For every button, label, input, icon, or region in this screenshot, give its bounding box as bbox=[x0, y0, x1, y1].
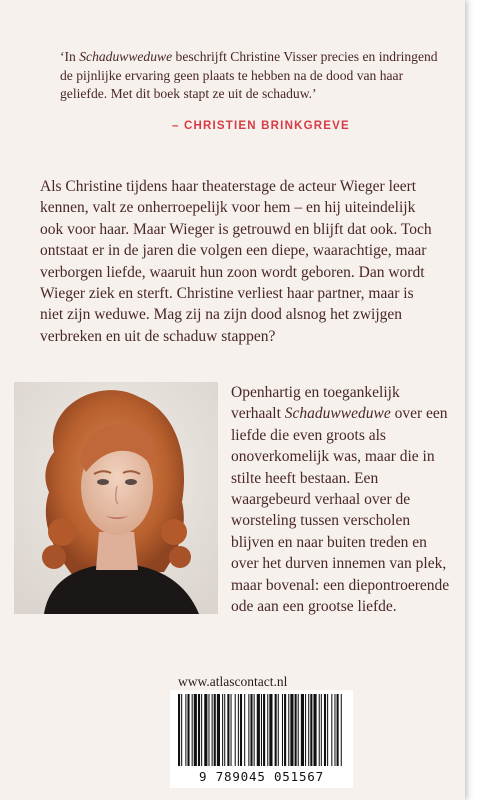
barcode-bar bbox=[341, 694, 342, 766]
barcode-bar bbox=[235, 694, 236, 766]
barcode-bar bbox=[298, 694, 299, 766]
barcode-bar bbox=[275, 694, 277, 766]
barcode bbox=[170, 690, 353, 788]
quote-author: – CHRISTIEN BRINKGREVE bbox=[172, 120, 350, 132]
barcode-bar bbox=[248, 694, 249, 766]
quote-rest: beschrijft Christine Visser precies en indringend de pijnlijke ervaring geen plaats te hebben na de dood van haar geliefde. Met dit boek stapt ze uit de schaduw.’ bbox=[60, 49, 438, 101]
barcode-bar bbox=[305, 694, 306, 766]
endorsement-quote bbox=[60, 48, 440, 104]
quote-open: ‘In bbox=[60, 49, 80, 64]
barcode-bar bbox=[282, 694, 283, 766]
barcode-bar bbox=[313, 694, 316, 766]
barcode-bar bbox=[308, 694, 309, 766]
barcode-bar bbox=[269, 694, 272, 766]
barcode-bar bbox=[319, 694, 320, 766]
barcode-bar bbox=[250, 694, 252, 766]
author-photo bbox=[14, 382, 218, 614]
barcode-bar bbox=[231, 694, 232, 766]
barcode-bar bbox=[222, 694, 223, 766]
barcode-bar bbox=[284, 694, 286, 766]
barcode-bar bbox=[288, 694, 289, 766]
barcode-bar bbox=[178, 694, 180, 766]
barcode-bar bbox=[310, 694, 312, 766]
barcode-bar bbox=[278, 694, 279, 766]
barcode-bar bbox=[204, 694, 207, 766]
blurb-text: Als Christine tijdens haar theaterstage de acteur Wieger leert kennen, valt ze onherroepelijk voor hem – en hij uiteindelijk ook voor haar. Maar Wieger is getrouwd en blijft dat ook. Toch ontstaat er in de jaren die volgen een diepe, waarachtige, maar verborgen liefde, waaruit hun zoon wordt geboren. Dan wordt Wieger ziek en sterft. Christine verliest haar partner, maar is niet zijn weduwe. Mag zij na zijn dood alsnog het zwijgen verbreken en uit de schaduw stappen? bbox=[40, 178, 432, 345]
publisher-website: www.atlascontact.nl bbox=[178, 674, 288, 689]
barcode-bar bbox=[181, 694, 182, 766]
barcode-bar bbox=[208, 694, 209, 766]
barcode-bar bbox=[257, 694, 260, 766]
barcode-bar bbox=[334, 694, 335, 766]
barcode-bar bbox=[217, 694, 220, 766]
quote-title: Schaduwweduwe bbox=[79, 49, 173, 64]
about-lead: Openhartig en toegankelijk verhaalt bbox=[231, 384, 400, 423]
isbn-number: 9 789045 051567 bbox=[199, 769, 324, 784]
about-text bbox=[231, 382, 451, 617]
barcode-bar bbox=[324, 694, 326, 766]
barcode-bar bbox=[240, 694, 242, 766]
barcode-bar bbox=[185, 694, 186, 766]
barcode-bar bbox=[224, 694, 225, 766]
barcode-bar bbox=[227, 694, 229, 766]
barcode-bar bbox=[263, 694, 265, 766]
barcode-bar bbox=[214, 694, 216, 766]
about-rest: over een liefde die even groots als onoverkomelijk was, maar die in stilte heeft bestaan. Een waargebeurd verhaal over de worsteling tussen verscholen blijven en naar buiten treden en over het durven innemen van plek, maar bovenal: een diepontroerende ode aan een grootse liefde. bbox=[231, 405, 450, 616]
barcode-bar bbox=[194, 694, 197, 766]
barcode-bar bbox=[290, 694, 293, 766]
barcode-bars bbox=[176, 694, 347, 768]
barcode-bar bbox=[321, 694, 322, 766]
about-title: Schaduwweduwe bbox=[284, 405, 391, 423]
barcode-bar bbox=[201, 694, 202, 766]
barcode-bar bbox=[192, 694, 193, 766]
barcode-bar bbox=[331, 694, 332, 766]
barcode-bar bbox=[327, 694, 328, 766]
barcode-bar bbox=[337, 694, 339, 766]
barcode-bar bbox=[198, 694, 200, 766]
barcode-bar bbox=[301, 694, 304, 766]
barcode-bar bbox=[244, 694, 245, 766]
barcode-bar bbox=[254, 694, 255, 766]
author-portrait-image bbox=[14, 382, 218, 614]
barcode-bar bbox=[187, 694, 189, 766]
barcode-bar bbox=[261, 694, 262, 766]
barcode-bar bbox=[295, 694, 297, 766]
barcode-bar bbox=[238, 694, 239, 766]
barcode-bar bbox=[212, 694, 213, 766]
barcode-bar bbox=[267, 694, 268, 766]
